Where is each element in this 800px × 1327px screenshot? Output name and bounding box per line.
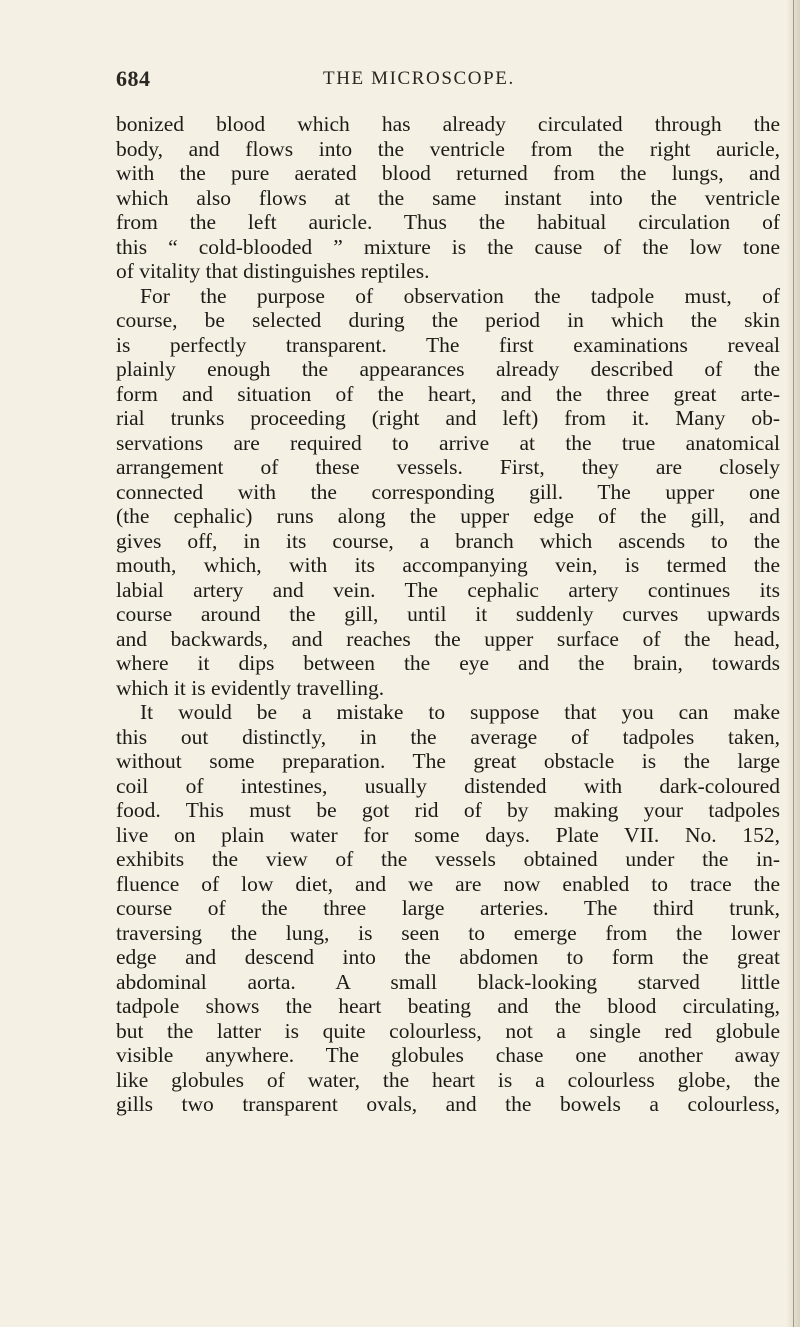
text-line: food. This must be got rid of by making your tadpoles	[116, 798, 780, 822]
text-line: labial artery and vein. The cephalic artery continues its	[116, 577, 780, 602]
running-title: THE MICROSCOPE.	[323, 68, 515, 89]
text-line: edge and descend into the abdomen to form the great	[116, 945, 780, 969]
text-line: bonized blood which has already circulated through the	[116, 112, 780, 136]
page-header	[116, 66, 786, 96]
text-line: with the pure aerated blood returned from the lungs, and	[116, 161, 780, 185]
text-line: from the left auricle. Thus the habitual circulation of	[116, 210, 780, 234]
text-line: of vitality that distinguishes reptiles.	[116, 259, 430, 283]
text-line: like globules of water, the heart is a colourless globe, the	[116, 1067, 780, 1092]
text-line: body, and flows into the ventricle from the right auricle,	[116, 136, 780, 161]
text-line: and backwards, and reaches the upper surface of the head,	[116, 626, 780, 651]
text-line: It would be a mistake to suppose that you can make	[140, 700, 780, 724]
text-line: form and situation of the heart, and the three great arte-	[116, 381, 780, 406]
text-line: which it is evidently travelling.	[116, 675, 385, 700]
text-line: fluence of low diet, and we are now enabled to trace the	[116, 871, 780, 896]
text-line: course of the three large arteries. The third trunk,	[116, 896, 780, 920]
text-line: For the purpose of observation the tadpole must, of	[140, 283, 780, 308]
text-line: but the latter is quite colourless, not a single red globule	[116, 1018, 780, 1043]
text-line: servations are required to arrive at the true anatomical	[116, 430, 780, 455]
text-line: tadpole shows the heart beating and the blood circulating,	[116, 994, 780, 1018]
text-line: arrangement of these vessels. First, they are closely	[116, 455, 780, 479]
text-line: course around the gill, until it suddenly curves upwards	[116, 602, 780, 626]
text-line: gills two transparent ovals, and the bowels a colourless,	[116, 1092, 780, 1116]
text-line: coil of intestines, usually distended with dark-coloured	[116, 773, 780, 798]
text-line: (the cephalic) runs along the upper edge of the gill, and	[116, 504, 780, 528]
text-line: is perfectly transparent. The first examinations reveal	[116, 332, 780, 357]
page-number: 684	[116, 66, 151, 91]
text-line: where it dips between the eye and the brain, towards	[116, 651, 780, 675]
text-line: this out distinctly, in the average of tadpoles taken,	[116, 724, 780, 749]
text-line: gives off, in its course, a branch which ascends to the	[116, 528, 780, 553]
text-line: mouth, which, with its accompanying vein, is termed the	[116, 553, 780, 577]
text-line: which also flows at the same instant into the ventricle	[116, 185, 780, 210]
text-line: without some preparation. The great obstacle is the large	[116, 749, 780, 773]
text-line: rial trunks proceeding (right and left) from it. Many ob-	[116, 406, 780, 430]
text-line: visible anywhere. The globules chase one another away	[116, 1043, 780, 1067]
text-line: abdominal aorta. A small black-looking starved little	[116, 969, 780, 994]
text-line: traversing the lung, is seen to emerge from the lower	[116, 920, 780, 945]
page-edge-line	[793, 0, 794, 1327]
text-line: exhibits the view of the vessels obtained under the in-	[116, 847, 780, 871]
body-text	[116, 112, 780, 1117]
text-line: this “ cold-blooded ” mixture is the cause of the low tone	[116, 234, 780, 259]
text-line: live on plain water for some days. Plate VII. No. 152,	[116, 822, 780, 847]
text-line: course, be selected during the period in which the skin	[116, 308, 780, 332]
text-line: plainly enough the appearances already described of the	[116, 357, 780, 381]
text-line: connected with the corresponding gill. The upper one	[116, 479, 780, 504]
